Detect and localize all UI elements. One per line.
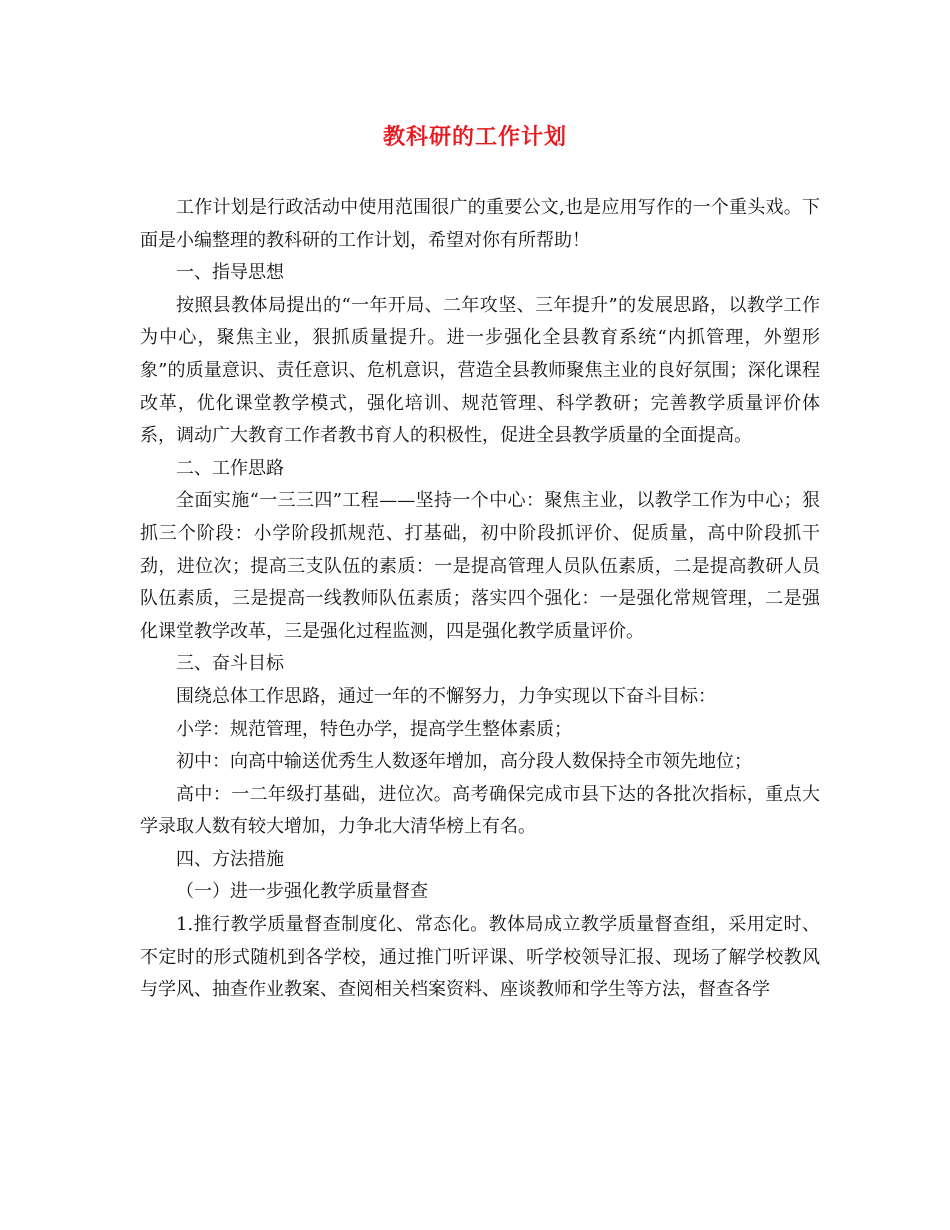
measure-item-1-paragraph: 1.推行教学质量督查制度化、常态化。教体局成立教学质量督查组，采用定时、不定时的形式随机到各学校，通过推门听评课、听学校领导汇报、现场了解学校教风与学风、抽查作业教案、查阅相关档案资料、座谈教师和学生等方法，督查各学 xyxy=(140,914,820,1001)
document-title: 教科研的工作计划 xyxy=(382,124,567,150)
section-heading-goals: 三、奋斗目标 xyxy=(176,653,284,675)
section-heading-measures: 四、方法措施 xyxy=(176,848,284,870)
section-heading-work-approach: 二、工作思路 xyxy=(176,457,284,479)
section-heading-guiding-ideology: 一、指导思想 xyxy=(176,262,284,284)
intro-paragraph: 工作计划是行政活动中使用范围很广的重要公文,也是应用写作的一个重头戏。下面是小编整理的教科研的工作计划，希望对你有所帮助！ xyxy=(140,197,820,251)
goal-middle-school: 初中：向高中输送优秀生人数逐年增加，高分段人数保持全市领先地位； xyxy=(176,751,752,773)
goal-high-school: 高中：一二年级打基础，进位次。高考确保完成市县下达的各批次指标，重点大学录取人数有较大增加，力争北大清华榜上有名。 xyxy=(140,783,820,838)
goal-primary-school: 小学：规范管理，特色办学，提高学生整体素质； xyxy=(176,718,572,740)
goals-intro-paragraph: 围绕总体工作思路，通过一年的不懈努力，力争实现以下奋斗目标： xyxy=(176,685,716,707)
document-body xyxy=(140,192,820,1007)
guiding-ideology-paragraph: 按照县教体局提出的“一年开局、二年攻坚、三年提升”的发展思路，以教学工作为中心，聚焦主业，狠抓质量提升。进一步强化全县教育系统“内抓管理，外塑形象”的质量意识、责任意识、危机意识，营造全县教师聚焦主业的良好氛围；深化课程改革，优化课堂教学模式，强化培训、规范管理、科学教研；完善教学质量评价体系，调动广大教育工作者教书育人的积极性，促进全县教学质量的全面提高。 xyxy=(140,294,820,447)
work-approach-paragraph: 全面实施“一三三四”工程——坚持一个中心：聚焦主业，以教学工作为中心；狠抓三个阶段：小学阶段抓规范、打基础，初中阶段抓评价、促质量，高中阶段抓干劲，进位次；提高三支队伍的素质：一是提高管理人员队伍素质，二是提高教研人员队伍素质，三是提高一线教师队伍素质；落实四个强化：一是强化常规管理，二是强化课堂教学改革，三是强化过程监测，四是强化教学质量评价。 xyxy=(140,490,820,642)
subsection-heading-quality-supervision: （一）进一步强化教学质量督查 xyxy=(176,881,428,903)
